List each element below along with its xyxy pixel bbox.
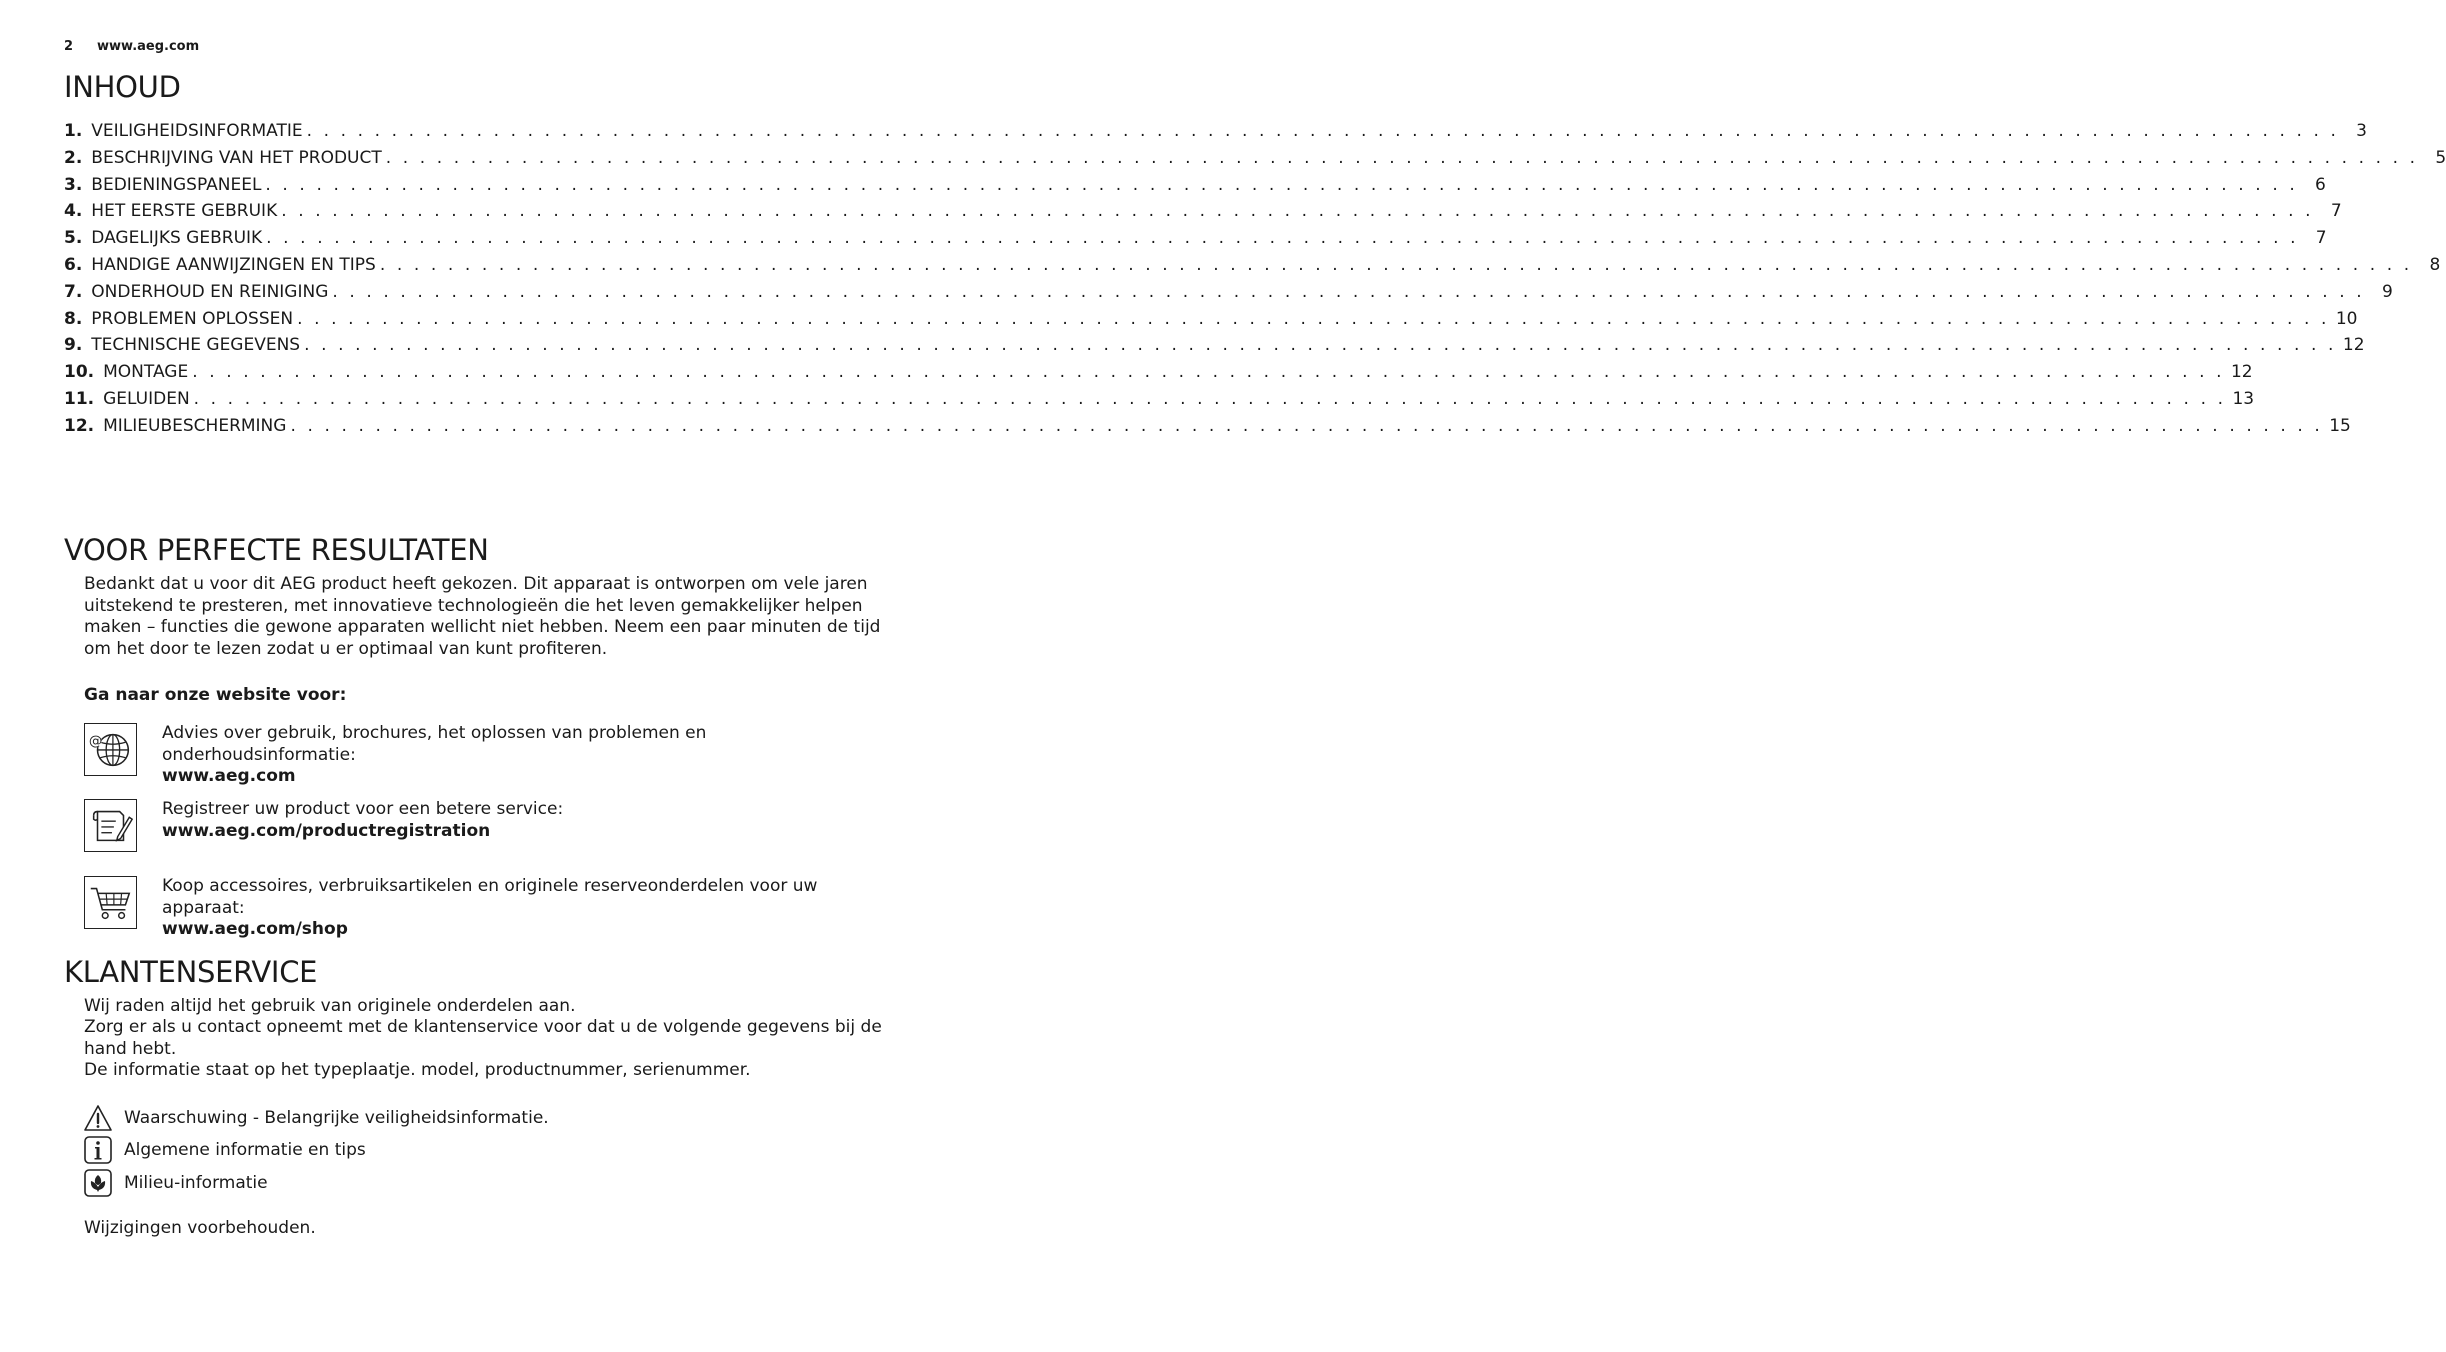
toc-leader-dots: . . . . . . . . . . . . . . . . . . . . . . . . . . . . . . . . . . . . . . . . . . . . . . . . . . . . . . . . . . . . . . . . . . . . . . . . . . . . . . . . . . . . . . . . . . . . . . . . . . . . . . . . . . . . . . . . . . . . . . . . bbox=[192, 362, 2225, 383]
toc-item[interactable] bbox=[64, 228, 2327, 255]
changes-reserved: Wijzigingen voorbehouden. bbox=[84, 1218, 316, 1238]
warning-icon bbox=[84, 1104, 112, 1132]
toc-heading: INHOUD bbox=[64, 70, 181, 104]
toc-leader-dots: . . . . . . . . . . . . . . . . . . . . . . . . . . . . . . . . . . . . . . . . . . . . . . . . . . . . . . . . . . . . . . . . . . . . . . . . . . . . . . . . . . . . . . . . . . . . . . . . . . . . . . . . . . . . . . . . . . . . . . . . bbox=[379, 254, 2413, 275]
website-advice-text: Advies over gebruik, brochures, het oplossen van problemen en onderhoudsinformatie: bbox=[162, 723, 707, 765]
toc-item-title: BEDIENINGSPANEEL bbox=[91, 174, 262, 195]
toc-item-page: 12 bbox=[2342, 335, 2365, 356]
toc-item[interactable] bbox=[64, 254, 2441, 282]
shopping-cart-icon bbox=[84, 876, 137, 929]
globe-at-icon bbox=[84, 723, 137, 776]
toc-item-number: 4. bbox=[64, 201, 83, 222]
website-advice-link[interactable]: www.aeg.com bbox=[162, 766, 296, 786]
toc-item-number: 8. bbox=[64, 308, 83, 329]
website-shop-text: Koop accessoires, verbruiksartikelen en originele reserveonderdelen voor uw apparaat: bbox=[162, 876, 818, 918]
toc-leader-dots: . . . . . . . . . . . . . . . . . . . . . . . . . . . . . . . . . . . . . . . . . . . . . . . . . . . . . . . . . . . . . . . . . . . . . . . . . . . . . . . . . . . . . . . . . . . . . . . . . . . . . . . . . . . . . . . . . . . . . . . . bbox=[306, 121, 2339, 141]
website-shop-link[interactable]: www.aeg.com/shop bbox=[162, 919, 348, 939]
toc-item[interactable] bbox=[64, 335, 2365, 362]
toc-item[interactable] bbox=[64, 388, 2255, 416]
registration-form-icon bbox=[84, 799, 137, 852]
toc-item-page: 3 bbox=[2356, 121, 2367, 141]
toc-item-number: 6. bbox=[64, 254, 83, 275]
toc-item-title: HET EERSTE GEBRUIK bbox=[91, 201, 278, 222]
toc-item-page: 13 bbox=[2232, 388, 2255, 409]
toc-item[interactable] bbox=[64, 121, 2367, 148]
toc-leader-dots: . . . . . . . . . . . . . . . . . . . . . . . . . . . . . . . . . . . . . . . . . . . . . . . . . . . . . . . . . . . . . . . . . . . . . . . . . . . . . . . . . . . . . . . . . . . . . . . . . . . . . . . . . . . . . . . . . . . . . . . . bbox=[266, 228, 2299, 249]
toc-item-page: 7 bbox=[2330, 201, 2342, 222]
toc-item-title: DAGELIJKS GEBRUIK bbox=[91, 228, 263, 249]
website-registration-text: Registreer uw product voor een betere service: bbox=[162, 799, 564, 819]
table-of-contents bbox=[64, 121, 2446, 443]
website-heading: Ga naar onze website voor: bbox=[84, 685, 347, 705]
toc-item[interactable] bbox=[64, 281, 2393, 309]
toc-item[interactable] bbox=[64, 362, 2253, 389]
toc-item[interactable] bbox=[64, 147, 2446, 175]
toc-leader-dots: . . . . . . . . . . . . . . . . . . . . . . . . . . . . . . . . . . . . . . . . . . . . . . . . . . . . . . . . . . . . . . . . . . . . . . . . . . . . . . . . . . . . . . . . . . . . . . . . . . . . . . . . . . . . . . . . . . . . . . . . bbox=[281, 201, 2314, 222]
toc-leader-dots: . . . . . . . . . . . . . . . . . . . . . . . . . . . . . . . . . . . . . . . . . . . . . . . . . . . . . . . . . . . . . . . . . . . . . . . . . . . . . . . . . . . . . . . . . . . . . . . . . . . . . . . . . . . . . . . . . . . . . . . . bbox=[304, 335, 2337, 356]
toc-leader-dots: . . . . . . . . . . . . . . . . . . . . . . . . . . . . . . . . . . . . . . . . . . . . . . . . . . . . . . . . . . . . . . . . . . . . . . . . . . . . . . . . . . . . . . . . . . . . . . . . . . . . . . . . . . . . . . . . . . . . . . . . bbox=[385, 147, 2419, 168]
svg-text:@: @ bbox=[88, 733, 103, 750]
toc-item-title: BESCHRIJVING VAN HET PRODUCT bbox=[91, 147, 382, 168]
toc-item-page: 12 bbox=[2230, 362, 2253, 383]
results-heading: VOOR PERFECTE RESULTATEN bbox=[64, 533, 489, 567]
toc-item-page: 7 bbox=[2315, 228, 2327, 249]
toc-item[interactable] bbox=[64, 174, 2326, 202]
info-icon bbox=[84, 1136, 112, 1164]
toc-item-page: 15 bbox=[2329, 415, 2351, 436]
toc-item-number: 11. bbox=[64, 388, 95, 409]
toc-leader-dots: . . . . . . . . . . . . . . . . . . . . . . . . . . . . . . . . . . . . . . . . . . . . . . . . . . . . . . . . . . . . . . . . . . . . . . . . . . . . . . . . . . . . . . . . . . . . . . . . . . . . . . . . . . . . . . . . . . . . . . . . bbox=[297, 308, 2330, 329]
service-heading: KLANTENSERVICE bbox=[64, 955, 318, 989]
environment-icon bbox=[84, 1169, 112, 1197]
header-website[interactable]: www.aeg.com bbox=[97, 39, 200, 54]
toc-item-number: 5. bbox=[64, 228, 83, 249]
toc-item-number: 10. bbox=[64, 362, 95, 383]
symbol-environment-text: Milieu-informatie bbox=[124, 1173, 268, 1193]
toc-item-number: 3. bbox=[64, 174, 83, 195]
website-registration-link[interactable]: www.aeg.com/productregistration bbox=[162, 820, 491, 841]
toc-item[interactable] bbox=[64, 308, 2358, 336]
toc-item-page: 5 bbox=[2435, 147, 2446, 168]
toc-item-title: VEILIGHEIDSINFORMATIE bbox=[91, 121, 303, 141]
toc-leader-dots: . . . . . . . . . . . . . . . . . . . . . . . . . . . . . . . . . . . . . . . . . . . . . . . . . . . . . . . . . . . . . . . . . . . . . . . . . . . . . . . . . . . . . . . . . . . . . . . . . . . . . . . . . . . . . . . . . . . . . . . . bbox=[332, 281, 2365, 302]
toc-item-page: 9 bbox=[2381, 281, 2393, 302]
toc-item-number: 2. bbox=[64, 147, 83, 168]
toc-item-page: 6 bbox=[2315, 174, 2326, 195]
toc-item-page: 10 bbox=[2335, 308, 2358, 329]
toc-item-number: 1. bbox=[64, 121, 83, 141]
toc-item-number: 12. bbox=[64, 415, 95, 436]
toc-item[interactable] bbox=[64, 201, 2342, 228]
toc-item-title: HANDIGE AANWIJZINGEN EN TIPS bbox=[91, 254, 376, 275]
service-line-2: Zorg er als u contact opneemt met de klantenservice voor dat u de volgende gegevens bij de hand hebt. bbox=[84, 1017, 882, 1059]
toc-item-title: GELUIDEN bbox=[103, 388, 190, 409]
toc-item-number: 9. bbox=[64, 335, 83, 356]
results-intro: Bedankt dat u voor dit AEG product heeft gekozen. Dit apparaat is ontworpen om vele jaren uitstekend te presteren, met innovatieve technologieën die het leven gemakkelijker helpen maken – functies die gewone apparaten wellicht niet hebben. Neem een paar minuten de tijd om het door te lezen zodat u er optimaal van kunt profiteren. bbox=[84, 574, 881, 659]
service-line-3: De informatie staat op het typeplaatje. model, productnummer, serienummer. bbox=[84, 1060, 751, 1080]
toc-leader-dots: . . . . . . . . . . . . . . . . . . . . . . . . . . . . . . . . . . . . . . . . . . . . . . . . . . . . . . . . . . . . . . . . . . . . . . . . . . . . . . . . . . . . . . . . . . . . . . . . . . . . . . . . . . . . . . . . . . . . . . . . bbox=[290, 415, 2323, 436]
toc-item-title: ONDERHOUD EN REINIGING bbox=[91, 281, 329, 302]
toc-item-page: 8 bbox=[2429, 254, 2441, 275]
toc-item-number: 7. bbox=[64, 281, 83, 302]
symbol-warning-text: Waarschuwing - Belangrijke veiligheidsinformatie. bbox=[124, 1108, 549, 1128]
toc-item-title: PROBLEMEN OPLOSSEN bbox=[91, 308, 294, 329]
page-number: 2 bbox=[64, 39, 74, 54]
toc-leader-dots: . . . . . . . . . . . . . . . . . . . . . . . . . . . . . . . . . . . . . . . . . . . . . . . . . . . . . . . . . . . . . . . . . . . . . . . . . . . . . . . . . . . . . . . . . . . . . . . . . . . . . . . . . . . . . . . . . . . . . . . . bbox=[193, 388, 2227, 409]
symbol-info-text: Algemene informatie en tips bbox=[124, 1140, 366, 1160]
toc-item[interactable] bbox=[64, 415, 2351, 443]
service-line-1: Wij raden altijd het gebruik van originele onderdelen aan. bbox=[84, 996, 576, 1016]
toc-item-title: MILIEUBESCHERMING bbox=[103, 415, 287, 436]
toc-leader-dots: . . . . . . . . . . . . . . . . . . . . . . . . . . . . . . . . . . . . . . . . . . . . . . . . . . . . . . . . . . . . . . . . . . . . . . . . . . . . . . . . . . . . . . . . . . . . . . . . . . . . . . . . . . . . . . . . . . . . . . . . bbox=[265, 174, 2298, 195]
toc-item-title: MONTAGE bbox=[103, 362, 189, 383]
toc-item-title: TECHNISCHE GEGEVENS bbox=[91, 335, 301, 356]
